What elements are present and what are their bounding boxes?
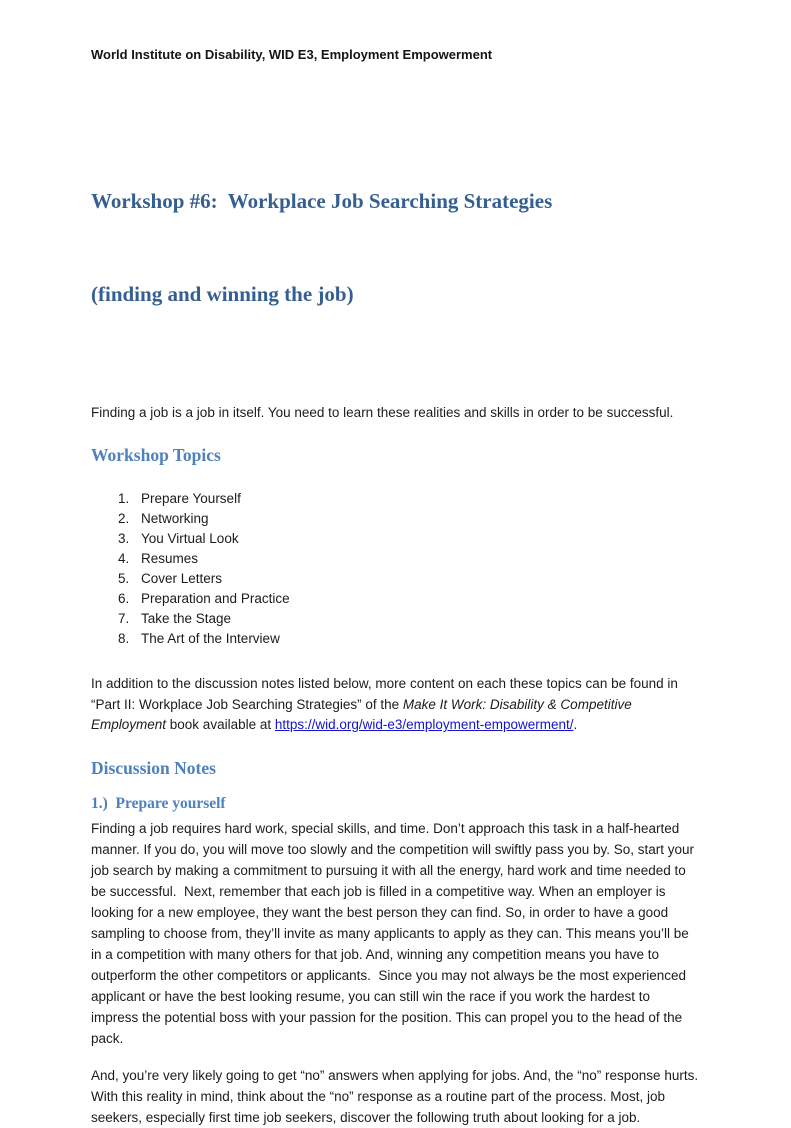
- topic-label: Networking: [141, 511, 209, 526]
- topic-item: [118, 609, 700, 629]
- topic-item: [118, 549, 700, 569]
- topic-item: [118, 489, 700, 509]
- page-header: World Institute on Disability, WID E3, Employment Empowerment: [91, 47, 493, 62]
- additional-info-paragraph: [91, 674, 700, 736]
- topic-label: The Art of the Interview: [141, 631, 280, 646]
- topic-label: Cover Letters: [141, 571, 223, 586]
- document-title-line-2: (finding and winning the job): [91, 282, 354, 306]
- additional-info-mid: book available at: [166, 717, 275, 732]
- workshop-topics-heading: Workshop Topics: [91, 445, 221, 465]
- prepare-yourself-paragraph-2: And, you’re very likely going to get “no” answers when applying for jobs. And, the “no” response hurts. With this reality in mind, think about the “no” response as a routine part of the process. Most, job seekers, especially first time job seekers, discover the following truth about looking for a job.: [91, 1067, 702, 1125]
- topic-label: Preparation and Practice: [141, 591, 290, 606]
- book-title-italic: Make It Work: Disability & Competitive Employment: [91, 696, 636, 732]
- topic-number: 3.: [118, 531, 130, 546]
- topic-label: Prepare Yourself: [141, 491, 241, 506]
- topic-item: [118, 569, 700, 589]
- topic-number: 8.: [118, 631, 130, 646]
- topic-number: 2.: [118, 511, 130, 526]
- topic-number: 1.: [118, 491, 130, 506]
- topic-number: 5.: [118, 571, 130, 586]
- prepare-yourself-heading: 1.) Prepare yourself: [91, 794, 226, 812]
- topic-number: 6.: [118, 591, 130, 606]
- employment-empowerment-link[interactable]: https://wid.org/wid-e3/employment-empowerment/: [274, 717, 574, 732]
- document-title-line-1: Workshop #6: Workplace Job Searching Strategies: [91, 189, 553, 213]
- additional-info-pre: In addition to the discussion notes listed below, more content on each these topics can be found in “Part II: Workplace Job Searching Strategies” of the: [91, 676, 682, 712]
- topic-number: 4.: [118, 551, 130, 566]
- topic-label: You Virtual Look: [141, 531, 239, 546]
- topic-label: Resumes: [141, 551, 199, 566]
- topic-item: [118, 589, 700, 609]
- topics-list: [91, 489, 700, 649]
- discussion-notes-heading: Discussion Notes: [91, 757, 216, 778]
- prepare-yourself-paragraph-1: Finding a job requires hard work, special skills, and time. Don’t approach this task in a half-hearted manner. If you do, you will move too slowly and the competition will swiftly pass you by. So, start your job search by making a commitment to pursuing it with all the energy, hard work and time needed to be successful. Next, remember that each job is filled in a competitive way. When an employer is looking for a new employee, they want the best person they can find. So, in order to have a good sampling to choose from, they’ll invite as many applicants to apply as they can. This means you’ll be in a competition with many others for that job. And, winning any competition means you have to outperform the other competitors or applicants. Since you may not always be the most experienced applicant or have the best looking resume, you can still win the race if you work the hardest to impress the potential boss with your passion for the position. This can propel you to the head of the pack.: [91, 820, 698, 1046]
- topic-item: [118, 509, 700, 529]
- document-title: [91, 124, 700, 372]
- intro-text: Finding a job is a job in itself. You need to learn these realities and skills in order to be successful.: [91, 405, 674, 420]
- topic-number: 7.: [118, 611, 130, 626]
- topic-label: Take the Stage: [141, 611, 232, 626]
- topic-item: [118, 529, 700, 549]
- topic-item: [118, 629, 700, 649]
- additional-info-post: .: [573, 717, 578, 732]
